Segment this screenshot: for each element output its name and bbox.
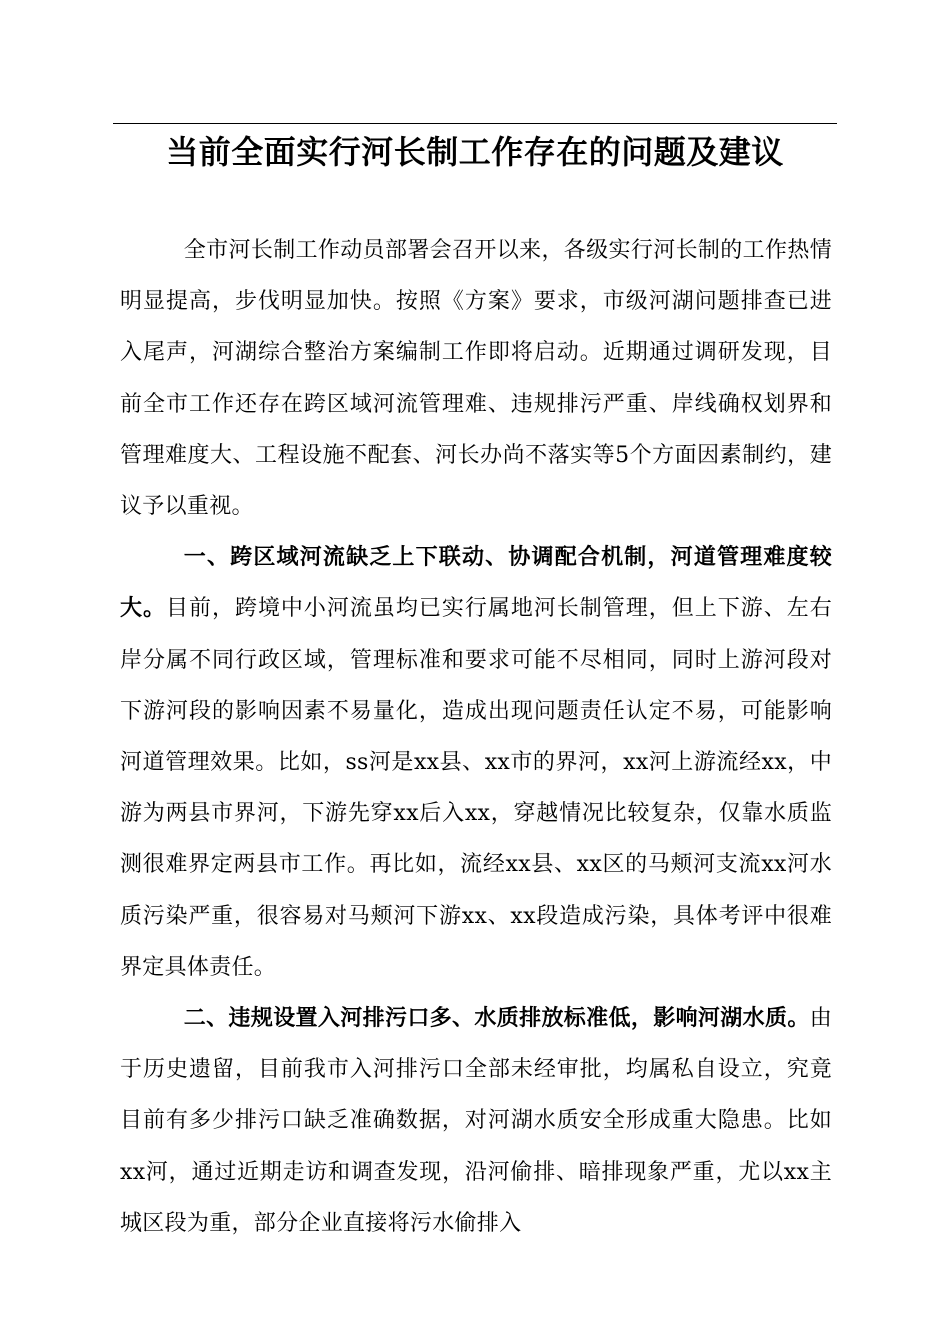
paragraph-text: 由于历史遗留，目前我市入河排污口全部未经审批，均属私自设立，究竟目前有多少排污口缺乏准确数据，对河湖水质安全形成重大隐患。比如xx河，通过近期走访和调查发现，沿河偷排、暗排现象严重，尤以xx主城区段为重，部分企业直接将污水偷排入 bbox=[120, 1006, 832, 1236]
paragraph-lead: 一、跨区域河流缺乏上下联动、协调配合机制，河道管理难度较大。 bbox=[120, 544, 832, 622]
paragraph-intro bbox=[120, 225, 832, 532]
document-body bbox=[120, 225, 832, 1249]
paragraph-text: 全市河长制工作动员部署会召开以来，各级实行河长制的工作热情明显提高，步伐明显加快。按照《方案》要求，市级河湖问题排查已进入尾声，河湖综合整治方案编制工作即将启动。近期通过调研发现，目前全市工作还存在跨区域河流管理难、违规排污严重、岸线确权划界和管理难度大、工程设施不配套、河长办尚不落实等5个方面因素制约，建议予以重视。 bbox=[120, 238, 832, 520]
document-title: 当前全面实行河长制工作存在的问题及建议 bbox=[166, 133, 784, 171]
title-top-rule bbox=[113, 123, 837, 124]
paragraph-text: 目前，跨境中小河流虽均已实行属地河长制管理，但上下游、左右岸分属不同行政区域，管理标准和要求可能不尽相同，同时上游河段对下游河段的影响因素不易量化，造成出现问题责任认定不易，可能影响河道管理效果。比如，ss河是xx县、xx市的界河，xx河上游流经xx，中游为两县市界河，下游先穿xx后入xx，穿越情况比较复杂，仅靠水质监测很难界定两县市工作。再比如，流经xx县、xx区的马颊河支流xx河水质污染严重，很容易对马颊河下游xx、xx段造成污染，具体考评中很难界定具体责任。 bbox=[120, 596, 832, 980]
paragraph-lead: 二、违规设置入河排污口多、水质排放标准低，影响河湖水质。 bbox=[183, 1005, 810, 1032]
paragraph-section-1 bbox=[120, 532, 832, 993]
paragraph-section-2 bbox=[120, 993, 832, 1249]
